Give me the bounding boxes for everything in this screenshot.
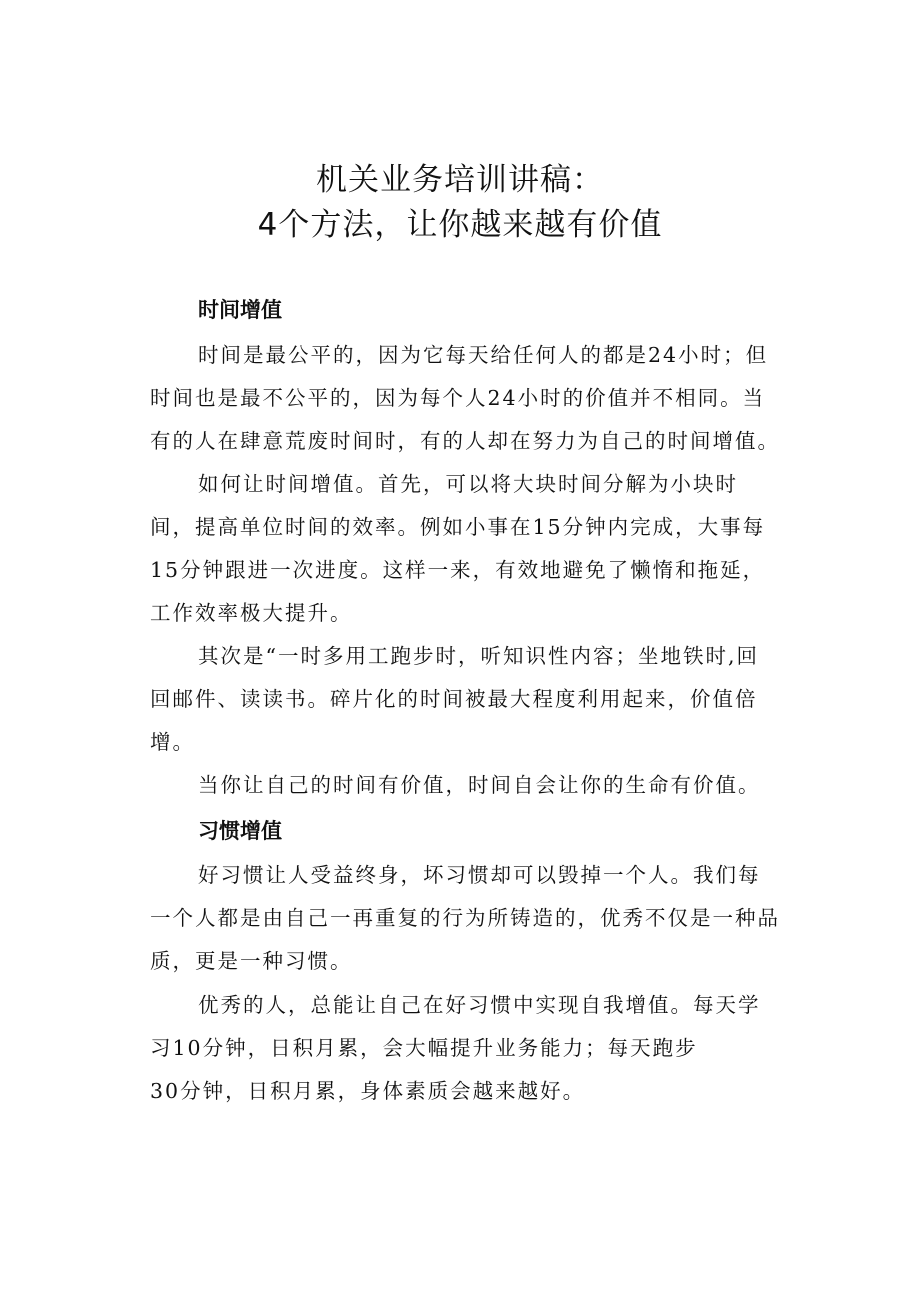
text-line: 优秀的人，总能让自己在好习惯中实现自我增值。每天学 [198,993,761,1017]
text-line: 时间是最公平的，因为它每天给任何人的都是24小时；但 [198,343,769,367]
section-heading: 时间增值 [198,298,282,322]
text-line: 15分钟跟进一次进度。这样一来，有效地避免了懒惰和拖延， [150,558,766,582]
text-line: 工作效率极大提升。 [150,601,353,625]
text-line: 好习惯让人受益终身，坏习惯却可以毁掉一个人。我们每 [198,863,761,887]
section-heading: 习惯增值 [198,819,282,843]
text-line: 增。 [150,730,195,754]
document-title-line-2: 4个方法，让你越来越有价值 [257,207,663,243]
text-line: 质，更是一种习惯。 [150,949,353,973]
text-line: 习10分钟，日积月累，会大幅提升业务能力；每天跑步 [150,1036,698,1060]
text-line: 如何让时间增值。首先，可以将大块时间分解为小块时 [198,472,738,496]
text-line: 当你让自己的时间有价值，时间自会让你的生命有价值。 [198,773,761,797]
text-line: 回邮件、读读书。碎片化的时间被最大程度利用起来，价值倍 [150,687,758,711]
text-line: 一个人都是由自己一再重复的行为所铸造的，优秀不仅是一种品 [150,906,780,930]
text-line: 时间也是最不公平的，因为每个人24小时的价值并不相同。当 [150,386,766,410]
text-line: 30分钟，日积月累，身体素质会越来越好。 [150,1079,586,1103]
text-line: 间，提高单位时间的效率。例如小事在15分钟内完成，大事每 [150,515,766,539]
text-line: 有的人在肆意荒废时间时，有的人却在努力为自己的时间增值。 [150,429,780,453]
document-title-line-1: 机关业务培训讲稿： [316,162,604,198]
text-line: 其次是“一时多用工跑步时，听知识性内容；坐地铁时,回 [198,644,759,668]
